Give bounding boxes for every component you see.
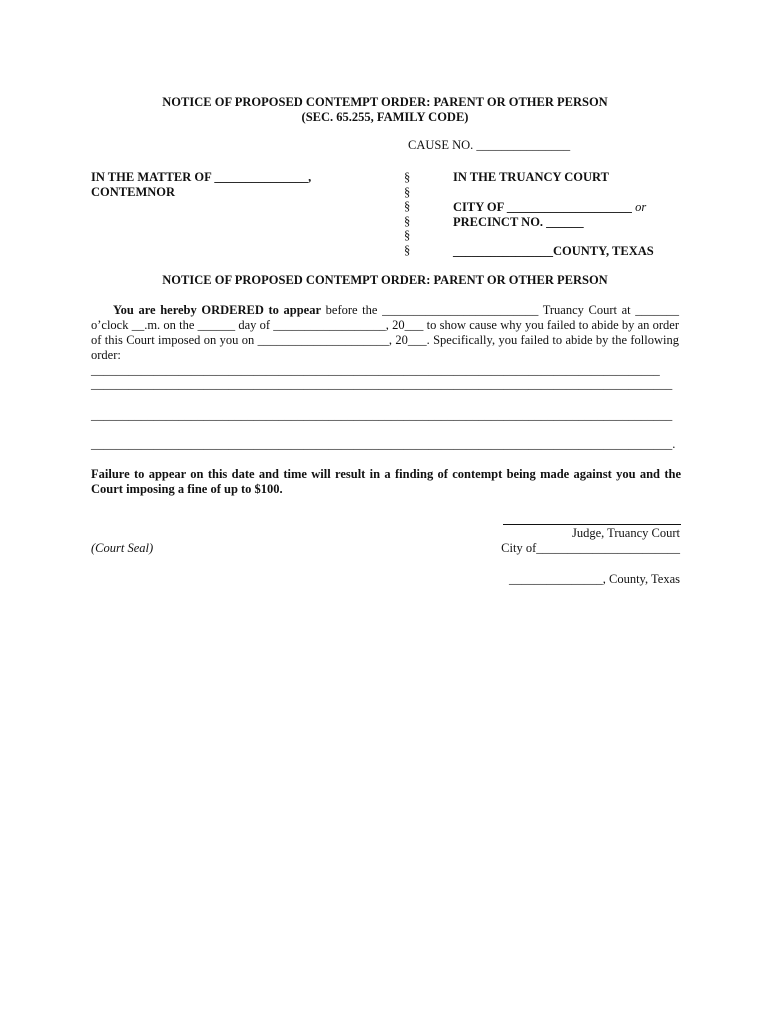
court-city-or: or	[635, 200, 647, 214]
signature-city-line: City of_______________________	[501, 541, 680, 555]
section-marks-column	[404, 170, 410, 258]
section-mark: §	[404, 213, 411, 228]
court-county: ________________COUNTY, TEXAS	[453, 244, 654, 258]
order-blank-line: _____________________________________________________________________________________________.	[91, 437, 676, 451]
court-precinct: PRECINCT NO. ______	[453, 215, 584, 229]
section-mark: §	[404, 170, 411, 184]
order-blank-line: _____________________________________________________________________________________________	[91, 408, 673, 422]
signature-rule	[503, 524, 681, 525]
signature-county-line: _______________, County, Texas	[509, 572, 680, 586]
order-blank-line: _____________________________________________________________________________________________	[91, 377, 673, 391]
judge-signature-label: Judge, Truancy Court	[572, 526, 680, 540]
cause-number: CAUSE NO. _______________	[408, 138, 571, 152]
court-name: IN THE TRUANCY COURT	[453, 170, 609, 184]
document-title: NOTICE OF PROPOSED CONTEMPT ORDER: PARENT OR OTHER PERSON	[162, 95, 608, 109]
order-paragraph	[91, 303, 679, 378]
contemnor-label: CONTEMNOR	[91, 185, 176, 199]
matter-line: IN THE MATTER OF _______________,	[91, 170, 312, 184]
section-mark: §	[404, 184, 411, 199]
order-lead: You are hereby ORDERED to appear	[113, 303, 322, 317]
section-mark: §	[404, 199, 411, 214]
section-mark: §	[404, 228, 411, 243]
failure-warning: Failure to appear on this date and time will result in a finding of contempt being made against you and the Court imposing a fine of up to $100.	[91, 467, 681, 496]
court-city-line	[453, 200, 646, 215]
court-seal-label: (Court Seal)	[91, 541, 154, 555]
matter-caption	[91, 170, 311, 200]
document-title-block	[0, 95, 770, 125]
section-mark: §	[404, 242, 411, 257]
notice-subtitle: NOTICE OF PROPOSED CONTEMPT ORDER: PARENT OR OTHER PERSON	[162, 273, 608, 287]
order-text: before the _________________________ Truancy Court at _______ o’clock __.m. on the ______ day of __________________, 20___ to show cause why you failed to abide by an order of this Court imposed on you on _____________________, 20___. Specifically, you failed to abide by the following order: ___________________________________________________________________________________________	[91, 303, 679, 377]
court-city: CITY OF ____________________	[453, 200, 632, 214]
statute-reference: (SEC. 65.255, FAMILY CODE)	[301, 110, 469, 124]
